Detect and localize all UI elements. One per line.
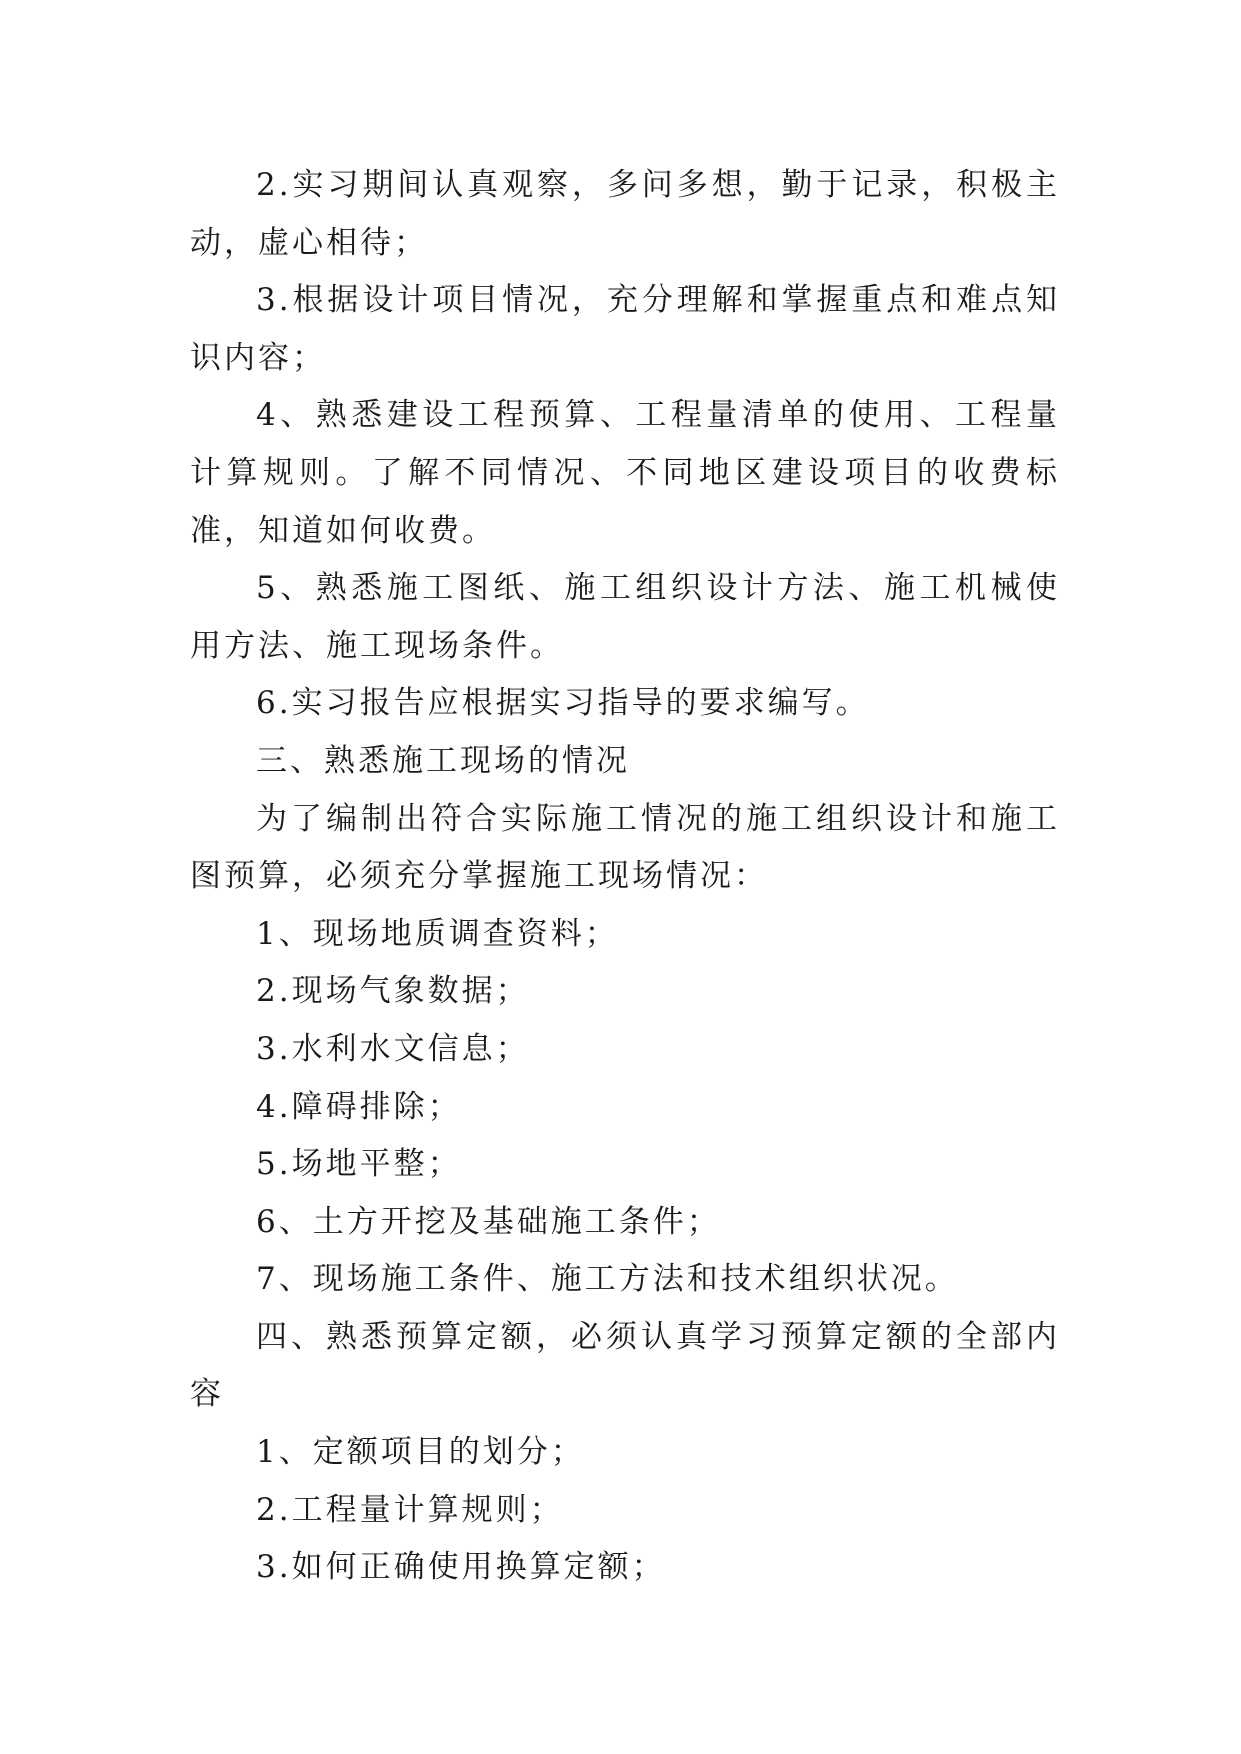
list-item-calculation-rules: 2.工程量计算规则； [256,1491,564,1528]
list-item-obstacles: 4.障碍排除； [256,1088,462,1125]
list-item-leveling: 5.场地平整； [256,1146,462,1183]
document-body [190,157,1060,1597]
section-heading-4: 四、熟悉预算定额，必须认真学习预算定额的全部内容 [190,1318,1060,1413]
list-item-excavation: 6、土方开挖及基础施工条件； [256,1203,721,1240]
paragraph-site-intro: 为了编制出符合实际施工情况的施工组织设计和施工图预算，必须充分掌握施工现场情况： [190,800,1060,895]
list-item-site-conditions: 7、现场施工条件、施工方法和技术组织状况。 [256,1261,959,1298]
paragraph-item-2-observe: 2.实习期间认真观察，多问多想，勤于记录，积极主动，虚心相待； [190,167,1060,261]
list-item-quota-conversion: 3.如何正确使用换算定额； [256,1549,666,1586]
list-item-hydrology: 3.水利水文信息； [256,1030,530,1067]
paragraph-item-5-drawings: 5、熟悉施工图纸、施工组织设计方法、施工机械使用方法、施工现场条件。 [190,570,1060,664]
list-item-weather: 2.现场气象数据； [256,973,530,1010]
paragraph-item-4-budget: 4、熟悉建设工程预算、工程量清单的使用、工程量计算规则。了解不同情况、不同地区建设项目的收费标准，知道如何收费。 [190,397,1060,549]
paragraph-item-6-report: 6.实习报告应根据实习指导的要求编写。 [256,685,870,722]
paragraph-item-3-key-points: 3.根据设计项目情况，充分理解和掌握重点和难点知识内容； [190,282,1060,376]
list-item-quota-division: 1、定额项目的划分； [256,1434,585,1471]
section-heading-3: 三、熟悉施工现场的情况 [256,742,630,779]
list-item-geology: 1、现场地质调查资料； [256,915,619,952]
